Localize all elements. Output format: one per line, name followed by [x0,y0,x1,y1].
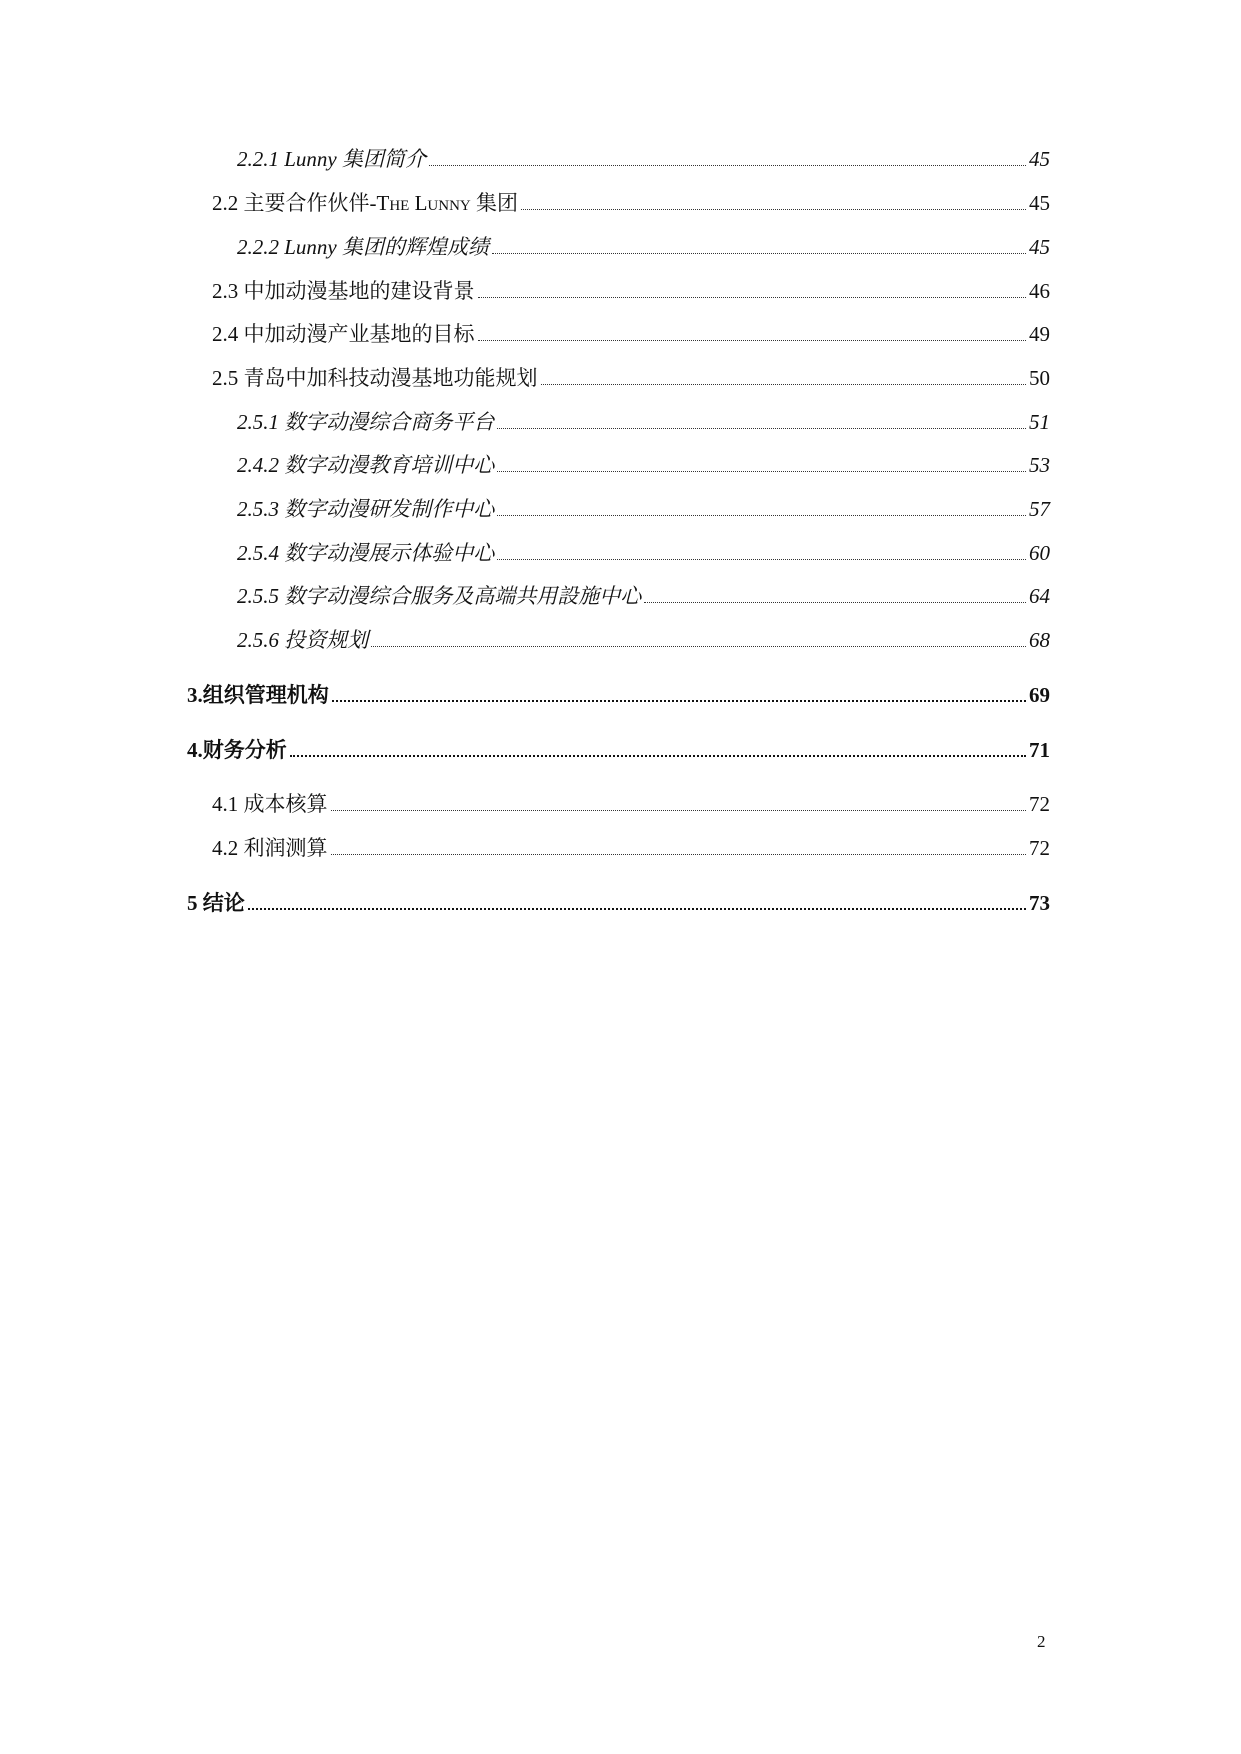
toc-entry-page: 50 [1029,366,1050,390]
toc-entry-2-5-4[interactable] [237,537,1050,567]
toc-leader-dots [331,854,1027,855]
toc-entry-label-suffix: 集团 [470,191,518,215]
toc-entry-page: 68 [1029,628,1050,652]
toc-leader-dots [429,165,1026,166]
toc-entry-label: 2.3 中加动漫基地的建设背景 [212,279,475,303]
toc-leader-dots [478,340,1027,341]
toc-leader-dots [497,515,1026,516]
toc-entry-label-smallcaps: The Lunny [376,191,471,215]
toc-entry-label: 2.5.5 数字动漫综合服务及高端共用設施中心 [237,584,642,608]
toc-leader-dots [371,646,1026,647]
toc-entry-2-5-3[interactable] [237,493,1050,523]
toc-entry-4-1[interactable] [212,788,1050,818]
toc-entry-page: 45 [1029,235,1050,259]
toc-entry-page: 72 [1029,792,1050,816]
toc-leader-dots [541,384,1027,385]
toc-entry-page: 73 [1029,891,1050,915]
toc-leader-dots [248,908,1026,910]
toc-entry-label-prefix: 2.2 主要合作伙伴- [212,191,377,215]
toc-entry-2-5-5[interactable] [237,580,1050,610]
page-number: 2 [1037,1632,1046,1651]
toc-leader-dots [497,471,1026,472]
toc-entry-page: 45 [1029,191,1050,215]
toc-entry-3[interactable] [187,679,1050,709]
toc-entry-label: 2.2.2 Lunny 集团的辉煌成绩 [237,235,489,259]
toc-entry-page: 46 [1029,279,1050,303]
toc-entry-2-5-1[interactable] [237,406,1050,436]
toc-leader-dots [492,253,1026,254]
toc-entry-label: 2.5 青岛中加科技动漫基地功能规划 [212,366,538,390]
toc-entry-2-5[interactable] [212,362,1050,392]
toc-entry-label: 2.5.1 数字动漫综合商务平台 [237,410,495,434]
toc-leader-dots [478,297,1027,298]
toc-entry-2-2-1[interactable] [237,143,1050,173]
toc-entry-label: 4.财务分析 [187,738,287,762]
toc-entry-page: 57 [1029,497,1050,521]
toc-entry-label: 2.5.3 数字动漫研发制作中心 [237,497,495,521]
toc-leader-dots [331,810,1027,811]
toc-leader-dots [521,209,1026,210]
toc-entry-label: 4.2 利润测算 [212,836,328,860]
toc-entry-page: 64 [1029,584,1050,608]
toc-entry-2-2-2[interactable] [237,231,1050,261]
toc-entry-2-5-6[interactable] [237,624,1050,654]
toc-entry-2-3[interactable] [212,275,1050,305]
toc-entry-page: 53 [1029,453,1050,477]
toc-entry-page: 71 [1029,738,1050,762]
toc-entry-label: 2.4.2 数字动漫教育培训中心 [237,453,495,477]
toc-entry-page: 49 [1029,322,1050,346]
toc-entry-5[interactable] [187,887,1050,917]
toc-entry-2-2[interactable] [212,187,1050,217]
toc-leader-dots [644,602,1026,603]
toc-entry-label: 4.1 成本核算 [212,792,328,816]
toc-entry-4[interactable] [187,734,1050,764]
toc-entry-page: 51 [1029,410,1050,434]
toc-entry-2-4[interactable] [212,318,1050,348]
toc-entry-label: 2.5.6 投资规划 [237,628,369,652]
toc-entry-page: 60 [1029,541,1050,565]
toc-entry-2-4-2[interactable] [237,449,1050,479]
toc-entry-label: 3.组织管理机构 [187,683,329,707]
toc-entry-label: 2.4 中加动漫产业基地的目标 [212,322,475,346]
toc-entry-page: 72 [1029,836,1050,860]
toc-entry-label: 2.5.4 数字动漫展示体验中心 [237,541,495,565]
toc-entry-label: 2.2.1 Lunny 集团简介 [237,147,426,171]
toc-entry-label [212,187,518,217]
toc-entry-label: 5 结论 [187,891,245,915]
toc-entry-page: 45 [1029,147,1050,171]
toc-leader-dots [497,428,1026,429]
toc-leader-dots [497,559,1026,560]
toc-leader-dots [290,755,1026,757]
toc-entry-page: 69 [1029,683,1050,707]
toc-leader-dots [332,700,1026,702]
toc-entry-4-2[interactable] [212,832,1050,862]
